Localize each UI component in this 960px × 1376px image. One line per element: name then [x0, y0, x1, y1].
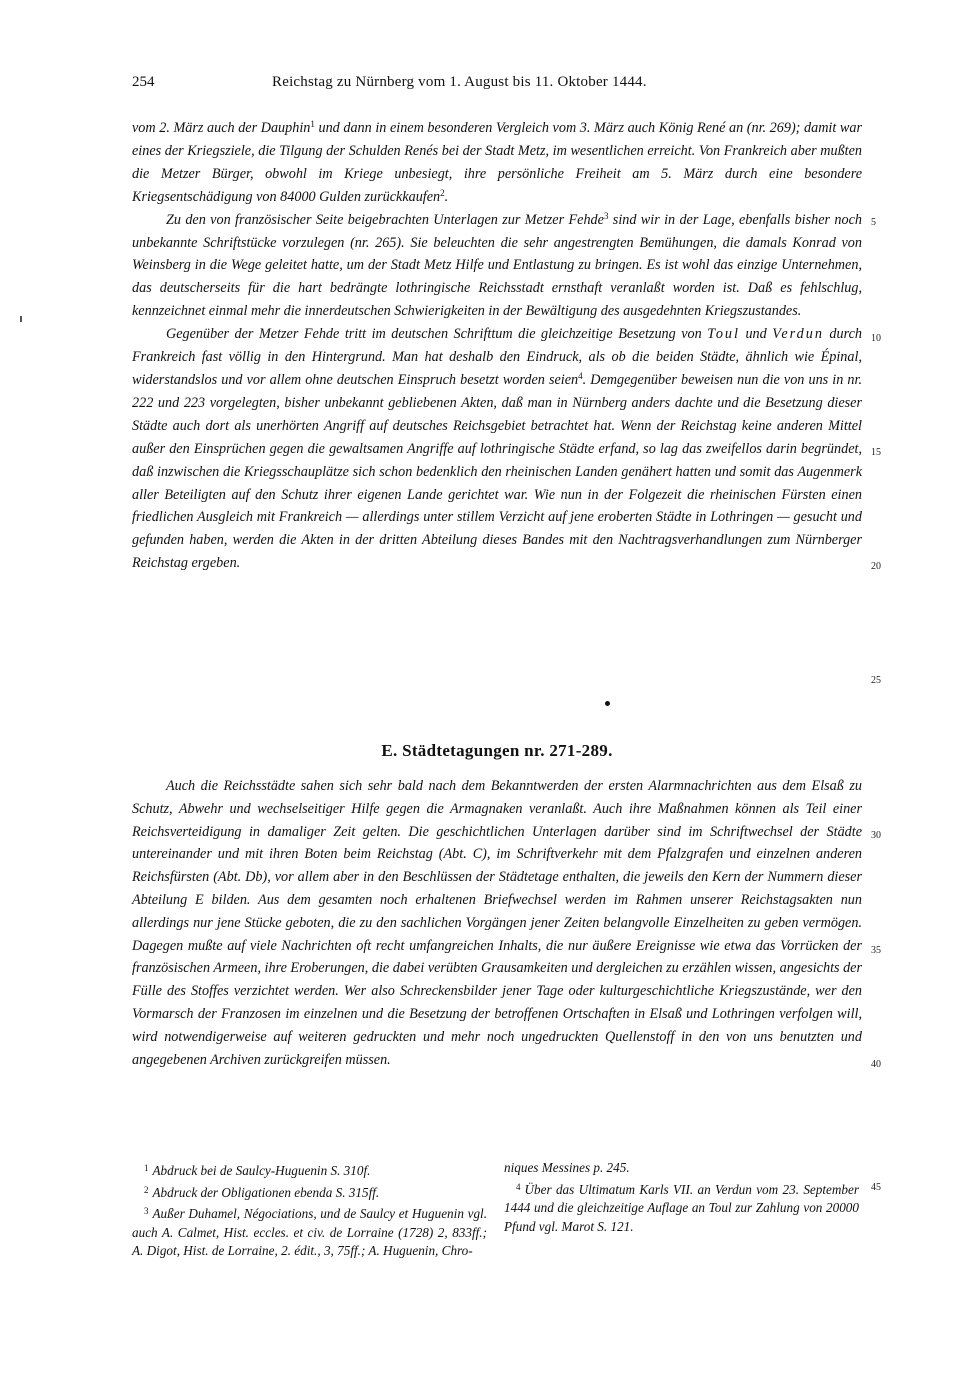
footnote-3-continued: niques Messines p. 245. — [504, 1160, 630, 1175]
page-number: 254 — [132, 74, 155, 90]
line-number-15: 15 — [871, 447, 881, 458]
footnote-ref-1: 1 — [310, 119, 315, 129]
line-number-10: 10 — [871, 333, 881, 344]
line-number-35: 35 — [871, 945, 881, 956]
paragraph-section-e: Auch die Reichsstädte sahen sich sehr bald nach dem Bekanntwerden der ersten Alarmnachrichten aus dem Elsaß zu Schutz, Abwehr und wechselseitiger Hilfe gegen die Armagnaken veranlaßt. Auch ihre Maßnahmen können als Teil einer Reichsverteidigung in damaliger Zeit gelten. Die geschichtlichen Unterlagen darüber sind im Schriftwechsel der Städte untereinander und mit ihren Boten beim Reichstag (Abt. C), im Schriftverkehr mit dem Pfalzgrafen und einzelnen anderen Reichsfürsten (Abt. Db), vor allem aber in den Beschlüssen der Städtetage enthalten, die jeweils den Kern der Nummern dieser Abteilung E bilden. Aus dem gesamten noch erhaltenen Briefwechsel werden im Rahmen unserer Reichstagsakten nun allerdings nur jene Stücke geboten, die zu den sachlichen Vorgängen jener Zeiten belangvolle Einzelheiten zu geben vermögen. Dagegen mußte auf viele Nachrichten oft recht umfangreichen Inhalts, die nur äußere Ereignisse wie etwa das Vorrücken der französischen Armeen, ihre Eroberungen, die dabei verübten Grausamkeiten und dergleichen zu erzählen wissen, angesichts der Fülle des Stoffes verzichtet werden. Wer also Schreckensbilder jener Tage oder kulturgeschichtliche Kriegszustände, wer den Vormarsch der Franzosen im einzelnen und die Besetzung der betroffenen Ortschaften in Elsaß und Lothringen verfolgen will, wird notwendigerweise auf weiteren gedruckten und mehr noch ungedruckten Quellenstoff in den von uns benutzten und angegebenen Archiven zurückgreifen müssen. — [132, 778, 862, 1068]
paragraph-2: Zu den von französischer Seite beigebrachten Unterlagen zur Metzer Fehde$^3$ sind wir in der Lage, ebenfalls bisher noch unbekannte Schriftstücke vorzulegen (nr. 265). Sie beleuchten die sehr angestrengten Bemühungen, die damals Konrad von Weinsberg in die Wege geleitet hatte, um der Stadt Metz Hilfe und Entlastung zu bringen. Es ist wohl das einzige Unternehmen, das deutscherseits für die hart bedrängte lothringische Reichsstadt ernsthaft veranlaßt worden ist. Daß es fehlschlug, kennzeichnet einmal mehr die innerdeutschen Schwierigkeiten in der Bewältigung des ausgedehnten Kriegszustandes. — [132, 210, 862, 320]
footnote-ref-3: 3 — [603, 210, 609, 221]
footnote-1: $^1$ Abdruck bei de Saulcy-Huguenin S. 310f. — [144, 1163, 371, 1178]
footnote-4: $^4$ Über das Ultimatum Karls VII. an Verdun vom 23. September 1444 und die gleichzeitige Auflage an Toul zur Zahlung von 20000 Pfund vgl. Marot S. 121. — [504, 1181, 859, 1234]
line-number-40: 40 — [871, 1059, 881, 1070]
margin-mark — [20, 316, 22, 322]
line-number-30: 30 — [871, 830, 881, 841]
line-number-20: 20 — [871, 561, 881, 572]
line-number-45: 45 — [871, 1182, 881, 1193]
line-number-5: 5 — [871, 217, 876, 228]
place-toul: Toul — [707, 326, 740, 343]
footnote-ref-2: 2 — [440, 187, 445, 198]
section-heading: E. Städtetagungen nr. 271-289. — [381, 741, 613, 760]
print-mark — [605, 701, 610, 706]
footnotes-right-column — [504, 1159, 859, 1236]
main-text-section-e — [132, 775, 862, 1071]
footnote-2: $^2$ Abdruck der Obligationen ebenda S. 315ff. — [144, 1184, 380, 1200]
running-title: Reichstag zu Nürnberg vom 1. August bis 11. Oktober 1444. — [272, 74, 647, 90]
footnote-3: $^3$ Außer Duhamel, Négociations, und de Saulcy et Huguenin vgl. auch A. Calmet, Hist. eccles. et civ. de Lorraine (1728) 2, 833ff.; A. Digot, Hist. de Lorraine, 2. édit., 3, 75ff.; A. Huguenin, Chro- — [132, 1206, 487, 1259]
paragraph-1: vom 2. März auch der Dauphin$^1$ und dann in einem besonderen Vergleich vom 3. März auch König René an (nr. 269); damit war eines der Kriegsziele, die Tilgung der Schulden Renés bei der Stadt Metz, im wesentlichen erreicht. Von Frankreich aber mußten die Metzer Bürger, obwohl im Kriege unbesiegt, ihre persönliche Freiheit am 5. März durch eine besondere Kriegsentschädigung von 84000 Gulden zurückkaufen$^2$. — [132, 119, 862, 205]
footnotes-left-column — [132, 1159, 487, 1261]
paragraph-3: Gegenüber der Metzer Fehde tritt im deutschen Schrifttum die gleichzeitige Besetzung von Toul und Verdun durch Frankreich fast völlig in den Hintergrund. Man hat deshalb den Eindruck, als ob die beiden Städte, ähnlich wie Épinal, widerstandslos und vor allem ohne deutschen Einspruch besetzt worden seien$^4$. Demgegenüber beweisen nun die von uns in nr. 222 und 223 vorgelegten, bisher unbekannt gebliebenen Akten, daß man in Nürnberg anders dachte und die Besetzung dieser Städte auch dort als unerhörten Angriff auf deutsches Reichsgebiet betrachtet hat. Wenn der Reichstag keine anderen Mittel außer den Einsprüchen gegen die gewaltsamen Angriffe auf lothringische Städte erfand, so lag das zweifellos darin begründet, daß inzwischen die Kriegsschauplätze sich schon bedenklich den rheinischen Landen genähert hatten und somit das Augenmerk aller Beteiligten auf den Schutz ihrer eigenen Lande gerichtet war. Wie nun in der Folgezeit die rheinischen Fürsten einen friedlichen Ausgleich mit Frankreich — allerdings unter stillem Verzicht auf jene eroberten Städte in Lothringen — gesucht und gefunden haben, werden die Akten in der dritten Abteilung dieses Bandes mit den Nachtragsverhandlungen zum Nürnberger Reichstag ergeben. — [132, 326, 863, 572]
main-text-top — [132, 117, 862, 575]
footnote-ref-4: 4 — [578, 370, 583, 381]
place-verdun: Verdun — [772, 326, 824, 343]
line-number-25: 25 — [871, 675, 881, 686]
